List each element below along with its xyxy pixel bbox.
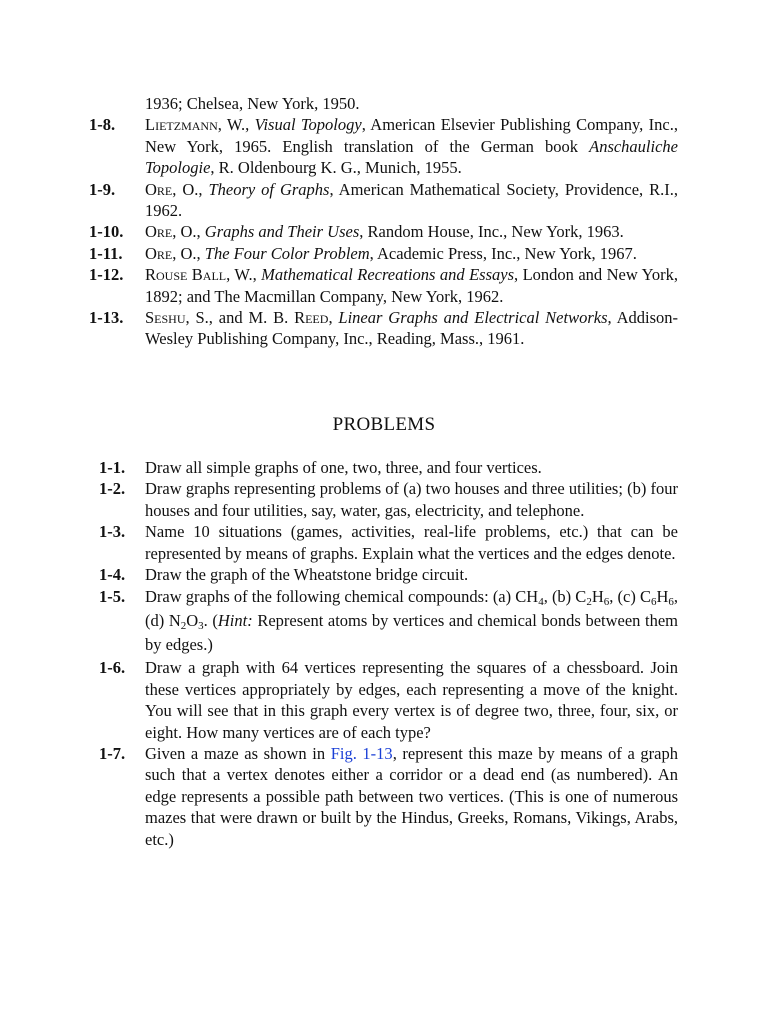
reference-item: 1-13. Seshu, S., and M. B. Reed, Linear Graphs and Electrical Networks, Addison-Wesley Publishing Company, Inc., Reading, Mass., 1961. xyxy=(89,308,678,349)
reference-title: The Four Color Problem xyxy=(204,243,370,263)
reference-title: Anschauliche Topologie xyxy=(145,136,678,178)
reference-title: Visual Topology xyxy=(254,115,362,135)
problem-item xyxy=(99,478,678,521)
reference-number: 1-9. xyxy=(89,179,116,199)
reference-author: Ore xyxy=(145,222,173,242)
reference-author: Ore xyxy=(145,179,173,199)
problem-item xyxy=(99,521,678,564)
reference-title: Graphs and Their Uses xyxy=(204,222,360,242)
problem-text: Draw the graph of the Wheatstone bridge circuit. xyxy=(145,565,469,585)
problem-item xyxy=(99,657,678,743)
reference-number: 1-13. xyxy=(89,308,124,328)
problem-number: 1-5. xyxy=(99,587,126,607)
problem-number: 1-6. xyxy=(99,658,126,678)
problem-text: Given a maze as shown in Fig. 1-13, represent this maze by means of a graph such that a vertex denotes either a corridor or a dead end (as numbered). An edge represents a possible path between two vertices. (This is one of numerous mazes that were drawn or built by the Hindus, Greeks, Romans, Vikings, Arabs, etc.) xyxy=(145,744,678,849)
reference-title: Theory of Graphs xyxy=(208,179,330,199)
problem-item xyxy=(99,564,678,585)
problem-text: Draw graphs representing problems of (a) two houses and three utilities; (b) four houses and four utilities, say, water, gas, electricity, and telephone. xyxy=(145,479,678,520)
reference-item: 1-10. Ore, O., Graphs and Their Uses, Random House, Inc., New York, 1963. xyxy=(89,222,624,242)
problem-text: Name 10 situations (games, activities, real-life problems, etc.) that can be represented by means of graphs. Explain what the vertices and the edges denote. xyxy=(145,522,678,563)
reference-author: Rouse Ball xyxy=(145,265,227,285)
reference-item: 1-9. Ore, O., Theory of Graphs, American Mathematical Society, Providence, R.I., 1962. xyxy=(89,179,679,221)
problem-text: Draw a graph with 64 vertices representing the squares of a chessboard. Join these vertices appropriately by edges, each representing a move of the knight. You will see that in this graph every vertex is of degree two, three, four, six, or eight. How many vertices are of each type? xyxy=(145,658,678,742)
problem-item xyxy=(99,585,678,657)
reference-text: 1936; Chelsea, New York, 1950. xyxy=(145,94,360,113)
reference-number: 1-8. xyxy=(89,115,116,135)
problem-number: 1-3. xyxy=(99,522,126,542)
reference-author: Seshu xyxy=(145,308,186,328)
problem-text: Draw all simple graphs of one, two, three, and four vertices. xyxy=(145,458,542,477)
problem-item xyxy=(99,743,678,850)
reference-title: Linear Graphs and Electrical Networks xyxy=(338,308,608,328)
hint-label: Hint: xyxy=(217,611,253,631)
problem-number: 1-1. xyxy=(99,458,126,477)
references-list xyxy=(89,93,678,350)
figure-link[interactable]: Fig. 1-13 xyxy=(330,744,393,764)
reference-number: 1-11. xyxy=(89,243,123,263)
reference-continuation xyxy=(89,93,678,114)
section-heading: PROBLEMS xyxy=(332,414,436,435)
reference-author: Lietzmann xyxy=(145,115,218,135)
reference-number: 1-10. xyxy=(89,222,124,242)
reference-title: Mathematical Recreations and Essays xyxy=(261,265,514,285)
reference-author: Reed xyxy=(294,308,329,328)
problem-number: 1-4. xyxy=(99,565,126,585)
problem-text: Draw graphs of the following chemical compounds: (a) $CH_4$, (b) $C_2H_6$, (c) $C_6H_6$, (d) $N_2O_3$. (Hint: Represent atoms by vertices and chemical bonds between them by edges.) xyxy=(145,587,678,655)
reference-number: 1-12. xyxy=(89,265,124,285)
problem-number: 1-7. xyxy=(99,744,126,764)
reference-item: 1-11. Ore, O., The Four Color Problem, Academic Press, Inc., New York, 1967. xyxy=(89,243,637,263)
reference-item: 1-8. Lietzmann, W., Visual Topology, American Elsevier Publishing Company, Inc., New York, 1965. English translation of the German book Anschauliche Topologie, R. Oldenbourg K. G., Munich, 1955. xyxy=(89,115,678,178)
problem-item xyxy=(99,457,678,478)
problem-number: 1-2. xyxy=(99,479,126,499)
problems-list xyxy=(99,457,678,850)
reference-author: Ore xyxy=(145,243,173,263)
reference-item: 1-12. Rouse Ball, W., Mathematical Recreations and Essays, London and New York, 1892; and The Macmillan Company, New York, 1962. xyxy=(89,265,678,306)
